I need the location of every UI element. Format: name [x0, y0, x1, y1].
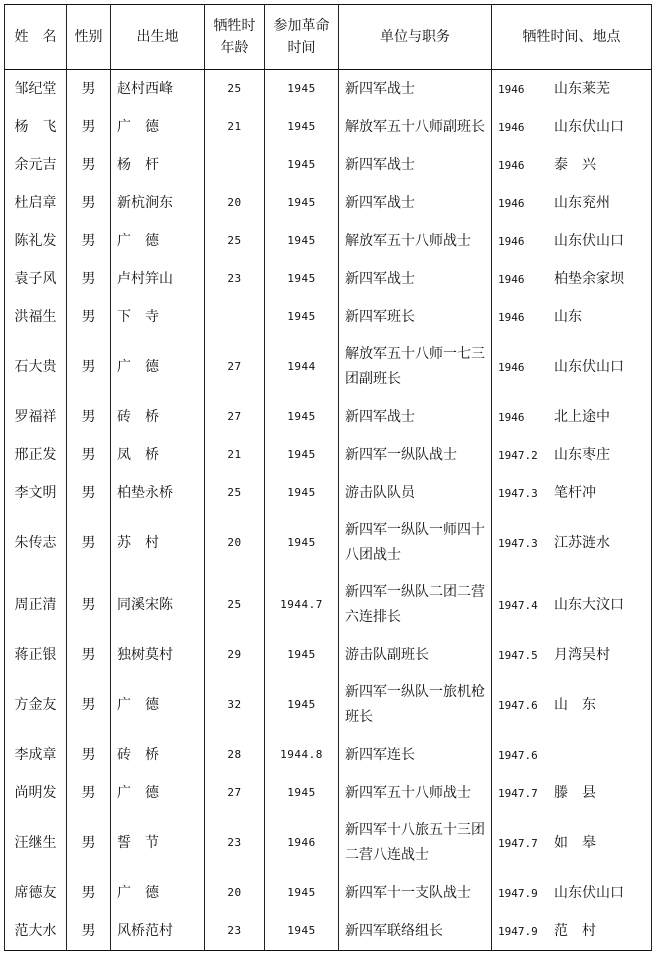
death-year: 1946 — [498, 120, 525, 134]
unit-cell: 新四军战士 — [339, 184, 492, 222]
death-place: 滕 县 — [554, 784, 596, 801]
age-cell: 25 — [205, 574, 265, 636]
unit-cell: 新四军战士 — [339, 146, 492, 184]
name-cell: 邹纪堂 — [5, 70, 67, 109]
age-cell: 27 — [205, 774, 265, 812]
join-time-cell: 1945 — [265, 474, 339, 512]
death-year: 1946 — [498, 158, 525, 172]
age-cell: 21 — [205, 436, 265, 474]
name-cell: 邢正发 — [5, 436, 67, 474]
join-time-cell: 1945 — [265, 146, 339, 184]
table-row — [5, 436, 652, 474]
join-time-cell: 1944.7 — [265, 574, 339, 636]
gender-cell: 男 — [67, 912, 111, 951]
unit-cell: 新四军十一支队战士 — [339, 874, 492, 912]
age-cell: 32 — [205, 674, 265, 736]
table-row — [5, 674, 652, 736]
join-time-cell: 1945 — [265, 108, 339, 146]
death-place: 山东伏山口 — [554, 232, 624, 249]
death-year: 1947.2 — [498, 448, 538, 462]
death-year: 1947.9 — [498, 886, 538, 900]
gender-cell: 男 — [67, 574, 111, 636]
name-cell: 陈礼发 — [5, 222, 67, 260]
join-time-cell: 1945 — [265, 874, 339, 912]
unit-cell: 新四军十八旅五十三团二营八连战士 — [339, 812, 492, 874]
death-year: 1947.3 — [498, 486, 538, 500]
join-time-cell: 1945 — [265, 774, 339, 812]
death-place: 北上途中 — [554, 408, 610, 425]
unit-cell: 解放军五十八师一七三团副班长 — [339, 336, 492, 398]
table-row — [5, 398, 652, 436]
unit-cell: 新四军战士 — [339, 260, 492, 298]
birthplace-cell: 苏 村 — [111, 512, 205, 574]
gender-cell: 男 — [67, 184, 111, 222]
death-place: 山东 — [554, 308, 582, 325]
join-time-cell: 1945 — [265, 298, 339, 336]
death-cell — [492, 474, 652, 512]
age-cell: 20 — [205, 874, 265, 912]
name-cell: 朱传志 — [5, 512, 67, 574]
age-cell: 23 — [205, 260, 265, 298]
name-cell: 方金友 — [5, 674, 67, 736]
join-time-cell: 1945 — [265, 222, 339, 260]
join-time-cell: 1945 — [265, 436, 339, 474]
birthplace-cell: 同溪宋陈 — [111, 574, 205, 636]
death-year: 1947.9 — [498, 924, 538, 938]
death-cell — [492, 774, 652, 812]
name-cell: 蒋正银 — [5, 636, 67, 674]
table-row — [5, 70, 652, 109]
death-year: 1947.5 — [498, 648, 538, 662]
gender-cell: 男 — [67, 674, 111, 736]
join-time-cell: 1944.8 — [265, 736, 339, 774]
name-cell: 杜启章 — [5, 184, 67, 222]
death-cell — [492, 512, 652, 574]
header-death: 牺牲时间、地点 — [492, 5, 652, 70]
death-year: 1946 — [498, 360, 525, 374]
birthplace-cell: 誓 节 — [111, 812, 205, 874]
name-cell: 李文明 — [5, 474, 67, 512]
death-year: 1947.7 — [498, 836, 538, 850]
name-cell: 罗福祥 — [5, 398, 67, 436]
table-row — [5, 260, 652, 298]
birthplace-cell: 广 德 — [111, 222, 205, 260]
unit-cell: 新四军战士 — [339, 398, 492, 436]
death-place: 如 皋 — [554, 834, 596, 851]
name-cell: 席德友 — [5, 874, 67, 912]
name-cell: 石大贵 — [5, 336, 67, 398]
gender-cell: 男 — [67, 874, 111, 912]
birthplace-cell: 下 寺 — [111, 298, 205, 336]
death-cell — [492, 736, 652, 774]
age-cell: 23 — [205, 912, 265, 951]
header-gender: 性别 — [67, 5, 111, 70]
table-row — [5, 474, 652, 512]
age-cell: 25 — [205, 222, 265, 260]
name-cell: 范大水 — [5, 912, 67, 951]
age-cell: 29 — [205, 636, 265, 674]
header-row — [5, 5, 652, 70]
birthplace-cell: 广 德 — [111, 874, 205, 912]
birthplace-cell: 广 德 — [111, 774, 205, 812]
death-cell — [492, 812, 652, 874]
death-cell — [492, 574, 652, 636]
unit-cell: 新四军一纵队战士 — [339, 436, 492, 474]
join-time-cell: 1945 — [265, 636, 339, 674]
death-place: 泰 兴 — [554, 156, 596, 173]
table-row — [5, 574, 652, 636]
name-cell: 杨 飞 — [5, 108, 67, 146]
death-year: 1946 — [498, 410, 525, 424]
unit-cell: 新四军一纵队一师四十八团战士 — [339, 512, 492, 574]
header-birthplace: 出生地 — [111, 5, 205, 70]
death-place: 山东大汶口 — [554, 596, 624, 613]
age-cell: 25 — [205, 474, 265, 512]
header-name: 姓 名 — [5, 5, 67, 70]
death-cell — [492, 674, 652, 736]
birthplace-cell: 卢村笄山 — [111, 260, 205, 298]
unit-cell: 解放军五十八师副班长 — [339, 108, 492, 146]
death-year: 1946 — [498, 272, 525, 286]
name-cell: 余元吉 — [5, 146, 67, 184]
join-time-cell: 1946 — [265, 812, 339, 874]
death-year: 1947.4 — [498, 598, 538, 612]
birthplace-cell: 独树莫村 — [111, 636, 205, 674]
age-cell: 27 — [205, 336, 265, 398]
table-row — [5, 184, 652, 222]
age-cell: 20 — [205, 184, 265, 222]
name-cell: 袁子风 — [5, 260, 67, 298]
death-cell — [492, 298, 652, 336]
birthplace-cell: 新杭涧东 — [111, 184, 205, 222]
table-row — [5, 774, 652, 812]
join-time-cell: 1945 — [265, 398, 339, 436]
unit-cell: 新四军联络组长 — [339, 912, 492, 951]
death-year: 1947.7 — [498, 786, 538, 800]
death-year: 1946 — [498, 82, 525, 96]
unit-cell: 游击队队员 — [339, 474, 492, 512]
gender-cell: 男 — [67, 774, 111, 812]
table-body — [5, 70, 652, 951]
join-time-cell: 1945 — [265, 912, 339, 951]
age-cell: 23 — [205, 812, 265, 874]
gender-cell: 男 — [67, 146, 111, 184]
table-row — [5, 912, 652, 951]
table-row — [5, 874, 652, 912]
death-cell — [492, 146, 652, 184]
table-row — [5, 146, 652, 184]
name-cell: 汪继生 — [5, 812, 67, 874]
death-place: 柏垫余家坝 — [554, 270, 624, 287]
unit-cell: 新四军班长 — [339, 298, 492, 336]
death-place: 月湾吴村 — [554, 646, 610, 663]
death-place: 笔杆冲 — [554, 484, 596, 501]
birthplace-cell: 凤 桥 — [111, 436, 205, 474]
table-row — [5, 222, 652, 260]
table-row — [5, 812, 652, 874]
age-cell — [205, 146, 265, 184]
gender-cell: 男 — [67, 436, 111, 474]
death-place: 山 东 — [554, 696, 596, 713]
gender-cell: 男 — [67, 736, 111, 774]
header-join-time: 参加革命时间 — [265, 5, 339, 70]
gender-cell: 男 — [67, 398, 111, 436]
birthplace-cell: 柏垫永桥 — [111, 474, 205, 512]
gender-cell: 男 — [67, 636, 111, 674]
unit-cell: 解放军五十八师战士 — [339, 222, 492, 260]
death-cell — [492, 108, 652, 146]
death-place: 山东兖州 — [554, 194, 610, 211]
age-cell: 21 — [205, 108, 265, 146]
birthplace-cell: 赵村西峰 — [111, 70, 205, 109]
name-cell: 李成章 — [5, 736, 67, 774]
birthplace-cell: 砖 桥 — [111, 398, 205, 436]
age-cell: 25 — [205, 70, 265, 109]
death-cell — [492, 336, 652, 398]
table-row — [5, 336, 652, 398]
death-place: 江苏涟水 — [554, 534, 610, 551]
death-cell — [492, 912, 652, 951]
gender-cell: 男 — [67, 336, 111, 398]
join-time-cell: 1945 — [265, 184, 339, 222]
birthplace-cell: 广 德 — [111, 108, 205, 146]
age-cell — [205, 298, 265, 336]
table-row — [5, 636, 652, 674]
join-time-cell: 1945 — [265, 70, 339, 109]
death-place: 山东伏山口 — [554, 118, 624, 135]
gender-cell: 男 — [67, 512, 111, 574]
age-cell: 28 — [205, 736, 265, 774]
death-cell — [492, 436, 652, 474]
unit-cell: 新四军战士 — [339, 70, 492, 109]
header-unit: 单位与职务 — [339, 5, 492, 70]
table-row — [5, 736, 652, 774]
unit-cell: 新四军连长 — [339, 736, 492, 774]
death-cell — [492, 398, 652, 436]
join-time-cell: 1945 — [265, 260, 339, 298]
death-year: 1947.6 — [498, 748, 538, 762]
unit-cell: 新四军五十八师战士 — [339, 774, 492, 812]
death-place: 山东莱芜 — [554, 80, 610, 97]
join-time-cell: 1945 — [265, 512, 339, 574]
death-place: 山东枣庄 — [554, 446, 610, 463]
gender-cell: 男 — [67, 70, 111, 109]
death-place: 范 村 — [554, 922, 596, 939]
gender-cell: 男 — [67, 474, 111, 512]
birthplace-cell: 杨 杆 — [111, 146, 205, 184]
name-cell: 周正清 — [5, 574, 67, 636]
unit-cell: 游击队副班长 — [339, 636, 492, 674]
death-cell — [492, 636, 652, 674]
header-age: 牺牲时年龄 — [205, 5, 265, 70]
death-year: 1947.3 — [498, 536, 538, 550]
gender-cell: 男 — [67, 298, 111, 336]
death-cell — [492, 222, 652, 260]
death-cell — [492, 70, 652, 109]
death-cell — [492, 184, 652, 222]
death-cell — [492, 260, 652, 298]
name-cell: 洪福生 — [5, 298, 67, 336]
death-place: 山东伏山口 — [554, 358, 624, 375]
death-year: 1947.6 — [498, 698, 538, 712]
death-year: 1946 — [498, 196, 525, 210]
name-cell: 尚明发 — [5, 774, 67, 812]
birthplace-cell: 砖 桥 — [111, 736, 205, 774]
death-place: 山东伏山口 — [554, 884, 624, 901]
age-cell: 27 — [205, 398, 265, 436]
table-row — [5, 512, 652, 574]
join-time-cell: 1944 — [265, 336, 339, 398]
martyrs-table — [4, 4, 652, 951]
birthplace-cell: 广 德 — [111, 336, 205, 398]
table-row — [5, 108, 652, 146]
unit-cell: 新四军一纵队二团二营六连排长 — [339, 574, 492, 636]
join-time-cell: 1945 — [265, 674, 339, 736]
age-cell: 20 — [205, 512, 265, 574]
death-year: 1946 — [498, 234, 525, 248]
birthplace-cell: 风桥范村 — [111, 912, 205, 951]
gender-cell: 男 — [67, 260, 111, 298]
gender-cell: 男 — [67, 812, 111, 874]
gender-cell: 男 — [67, 108, 111, 146]
birthplace-cell: 广 德 — [111, 674, 205, 736]
gender-cell: 男 — [67, 222, 111, 260]
death-year: 1946 — [498, 310, 525, 324]
death-cell — [492, 874, 652, 912]
table-row — [5, 298, 652, 336]
unit-cell: 新四军一纵队一旅机枪班长 — [339, 674, 492, 736]
